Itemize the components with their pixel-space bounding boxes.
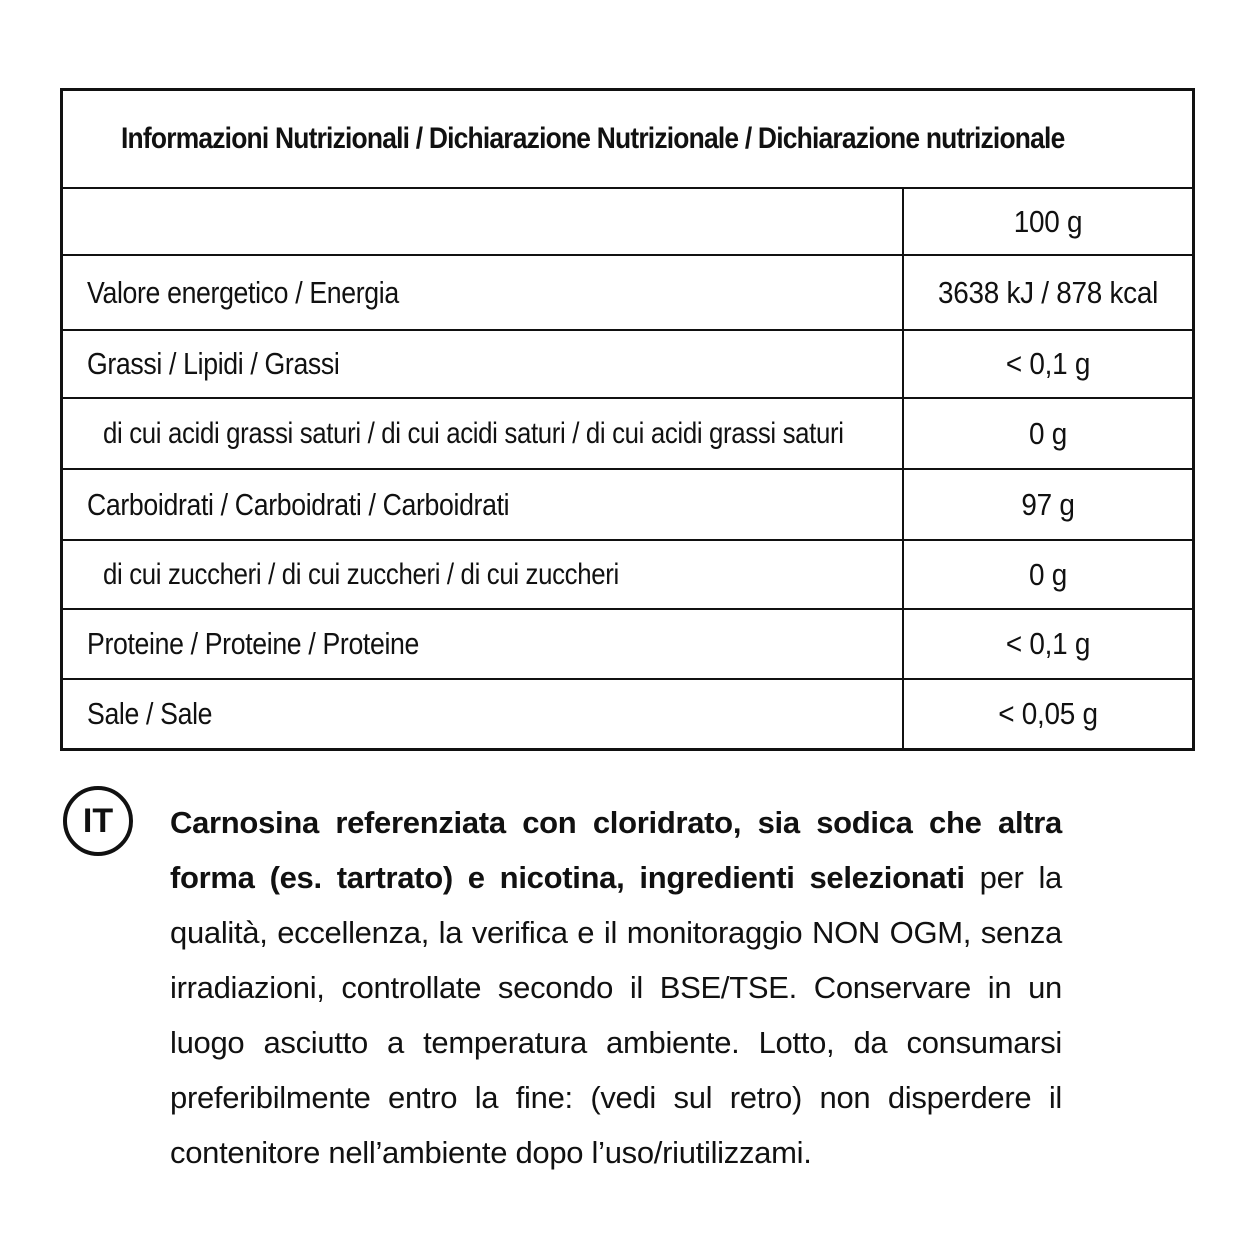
table-row-fat [63,331,1192,399]
table-row-salt [63,680,1192,748]
row-value: < 0,1 g [1005,346,1091,381]
column-header-100g: 100 g [1013,203,1083,239]
row-value: 0 g [1029,556,1067,592]
ingredients-bold-text: Carnosina referenziata con cloridrato, sia sodica che altra forma (es. tartrato) e nicotina, ingredienti selezionati [170,805,1062,895]
table-row-carbohydrates [63,470,1192,541]
table-header [63,91,1192,189]
row-value: 3638 kJ / 878 kcal [937,274,1159,310]
ingredients-text [170,795,1062,1180]
table-row-energy [63,256,1192,331]
table-row-sugars [63,541,1192,610]
table-row-protein [63,610,1192,680]
nutrition-table [60,88,1195,751]
row-label: Proteine / Proteine / Proteine [87,626,420,661]
row-label: Grassi / Lipidi / Grassi [87,346,340,381]
row-label: Sale / Sale [87,696,213,731]
row-value: 97 g [1021,486,1075,522]
row-value: < 0,05 g [998,696,1098,731]
row-label: Valore energetico / Energia [87,274,399,310]
language-badge: IT [63,786,133,856]
row-value: < 0,1 g [1005,626,1091,661]
row-label: di cui zuccheri / di cui zuccheri / di cui zuccheri [103,557,619,591]
table-row-header [63,189,1192,256]
row-label: Carboidrati / Carboidrati / Carboidrati [87,486,510,522]
ingredients-regular-text: per la qualità, eccellenza, la verifica e il monitoraggio NON OGM, senza irradiazioni, controllate secondo il BSE/TSE. Conservare in un luogo asciutto a temperatura ambiente. Lotto, da consumarsi preferibilmente entro la fine: (vedi sul retro) non disperdere il contenitore nell’ambiente dopo l’uso/riutilizzami. [170,860,1062,1170]
table-title: Informazioni Nutrizionali / Dichiarazione Nutrizionale / Dichiarazione nutrizionale [121,122,1065,155]
row-value: 0 g [1029,415,1067,451]
row-label: di cui acidi grassi saturi / di cui acidi saturi / di cui acidi grassi saturi [103,416,844,450]
table-row-saturated-fat [63,399,1192,470]
